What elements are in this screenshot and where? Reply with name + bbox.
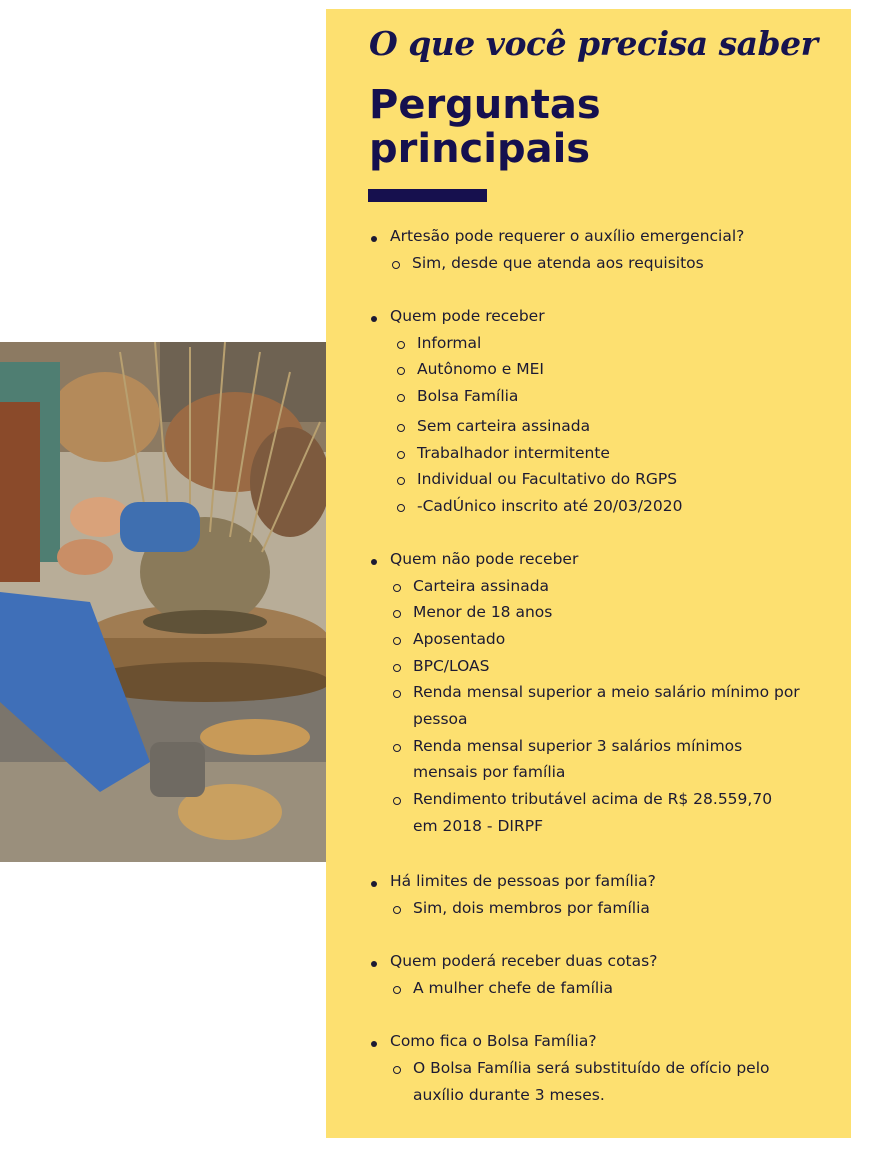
title-underline <box>368 189 487 202</box>
faq-answer: Individual ou Facultativo do RGPS <box>417 470 678 488</box>
faq-answer: Renda mensal superior a meio salário mínimo por <box>413 683 800 701</box>
faq-answer: Trabalhador intermitente <box>417 444 610 462</box>
faq-question-4: Há limites de pessoas por família? <box>390 872 656 890</box>
faq-answer-continuation: pessoa <box>413 710 468 728</box>
faq-answer: Informal <box>417 334 482 352</box>
faq-question-6: Como fica o Bolsa Família? <box>390 1032 597 1050</box>
faq-answer: Renda mensal superior 3 salários mínimos <box>413 737 743 755</box>
faq-question-3: Quem não pode receber <box>390 550 579 568</box>
eyebrow-heading: O que você precisa saber <box>369 24 818 63</box>
faq-answer: -CadÚnico inscrito até 20/03/2020 <box>417 497 683 515</box>
faq-answer-continuation: auxílio durante 3 meses. <box>413 1086 605 1104</box>
faq-answer: Rendimento tributável acima de R$ 28.559,70 <box>413 790 773 808</box>
faq-answer: Sim, dois membros por família <box>413 899 650 917</box>
faq-answer: Carteira assinada <box>413 577 550 595</box>
faq-answer: Menor de 18 anos <box>413 603 553 621</box>
basket-weaving-photo <box>0 342 328 862</box>
faq-question-1: Artesão pode requerer o auxílio emergencial? <box>390 227 745 245</box>
faq-answer: Sem carteira assinada <box>417 417 591 435</box>
basket-weaving-illustration <box>0 342 328 862</box>
faq-answer: A mulher chefe de família <box>413 979 613 997</box>
faq-question-5: Quem poderá receber duas cotas? <box>390 952 658 970</box>
faq-answer: O Bolsa Família será substituído de ofício pelo <box>413 1059 770 1077</box>
faq-answer: BPC/LOAS <box>413 657 490 675</box>
faq-answer: Bolsa Família <box>417 387 519 405</box>
faq-answer-continuation: mensais por família <box>413 763 566 781</box>
faq-answer: Sim, desde que atenda aos requisitos <box>412 254 704 272</box>
faq-answer: Aposentado <box>413 630 506 648</box>
faq-answer-continuation: em 2018 - DIRPF <box>413 817 543 835</box>
faq-answer: Autônomo e MEI <box>417 360 545 378</box>
page-title: Perguntas principais <box>369 82 601 172</box>
faq-question-2: Quem pode receber <box>390 307 545 325</box>
faq-panel <box>326 9 851 1138</box>
